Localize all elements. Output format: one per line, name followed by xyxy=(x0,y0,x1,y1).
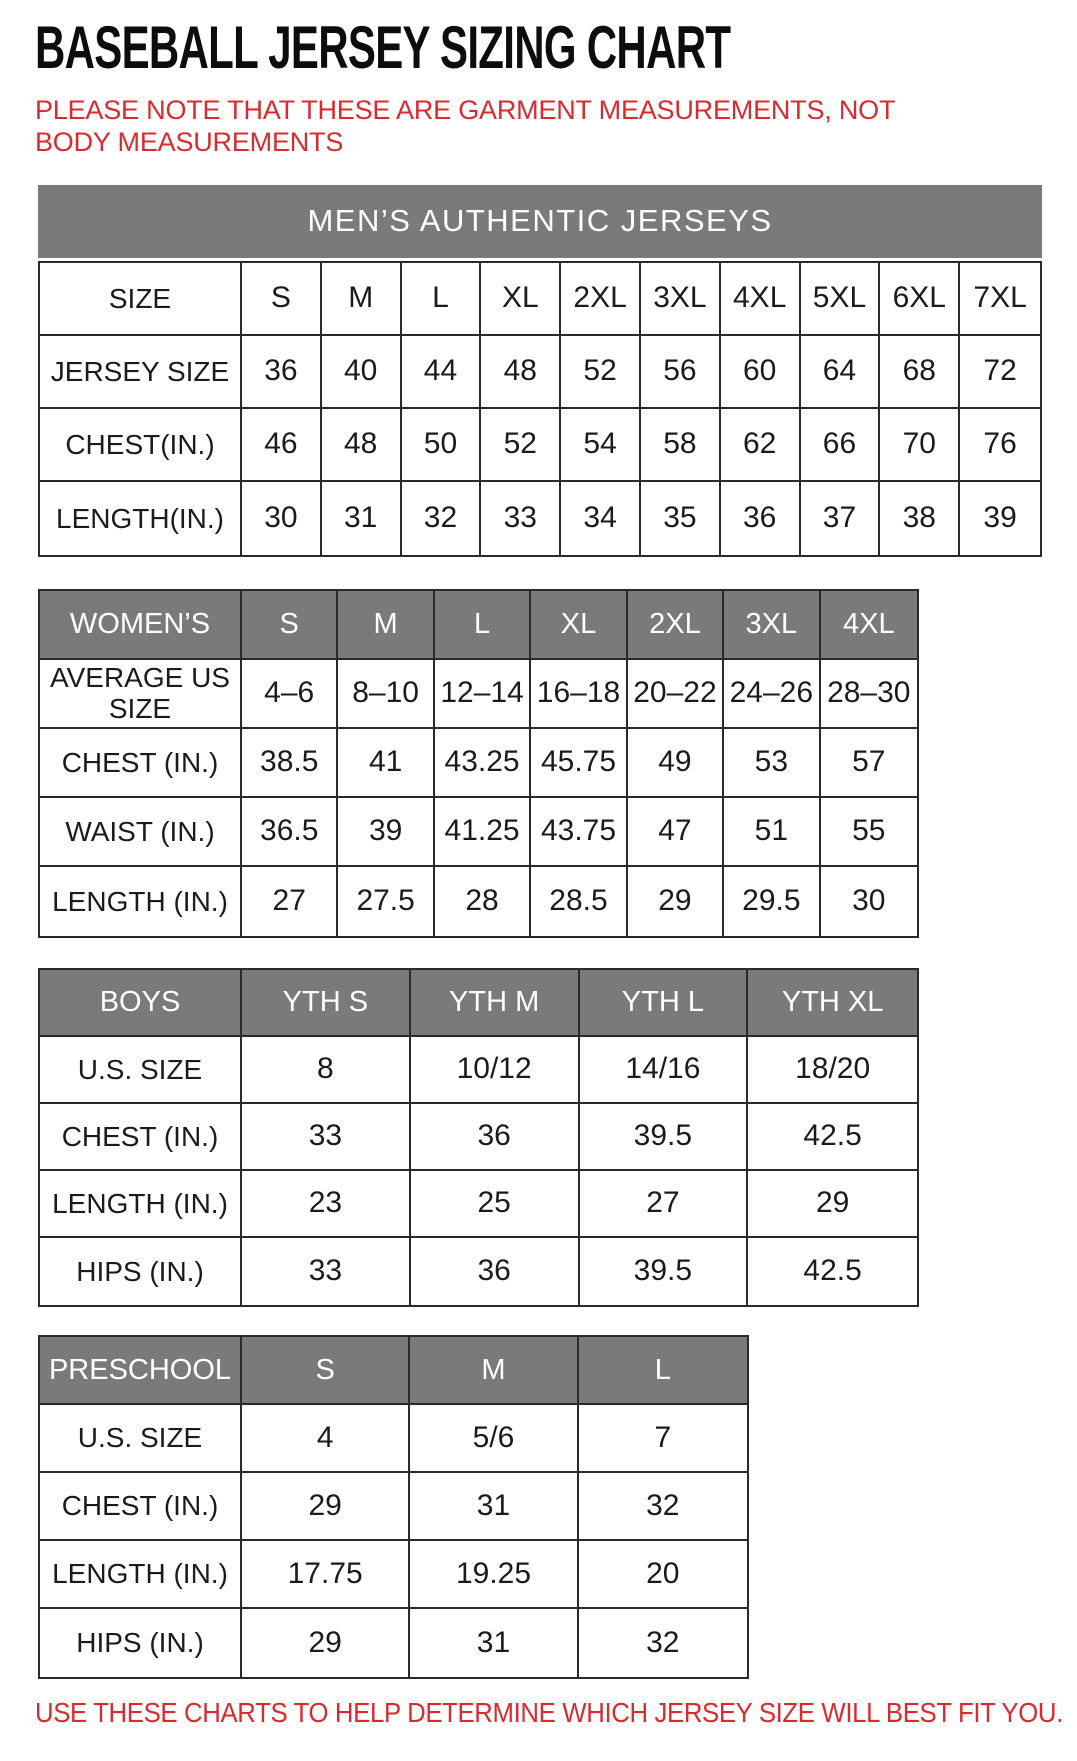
row-label: HIPS (IN.) xyxy=(40,1609,242,1677)
size-value-cell: 39.5 xyxy=(580,1238,749,1305)
size-value-cell: 40 xyxy=(322,336,402,409)
size-value-cell: 51 xyxy=(724,798,820,867)
size-value-cell: 28.5 xyxy=(531,867,627,936)
size-value-cell: 32 xyxy=(579,1473,747,1541)
size-value-cell: 66 xyxy=(801,409,881,482)
boys-table-grid xyxy=(40,970,917,1305)
size-value-cell: 46 xyxy=(242,409,322,482)
row-label: CHEST (IN.) xyxy=(40,729,242,798)
size-value-cell: M xyxy=(322,263,402,336)
womens-table-border xyxy=(38,589,919,938)
size-value-cell: 52 xyxy=(481,409,561,482)
size-value-cell: 20 xyxy=(579,1541,747,1609)
size-value-cell: 4 xyxy=(242,1405,410,1473)
size-value-cell: 17.75 xyxy=(242,1541,410,1609)
row-label: CHEST (IN.) xyxy=(40,1473,242,1541)
size-value-cell: 20–22 xyxy=(628,660,724,729)
size-value-cell: 32 xyxy=(646,1625,680,1659)
row-label: SIZE xyxy=(40,263,242,336)
size-value-cell: 70 xyxy=(880,409,960,482)
size-value-cell: 14/16 xyxy=(580,1037,749,1104)
size-header-cell: YTH M xyxy=(411,970,580,1037)
mens-table-banner: MEN’S AUTHENTIC JERSEYS xyxy=(38,185,1042,258)
size-value-cell: 50 xyxy=(402,409,482,482)
size-value-cell: 7 xyxy=(579,1405,747,1473)
size-value-cell: 8–10 xyxy=(338,660,434,729)
size-value-cell: 60 xyxy=(721,336,801,409)
size-header-cell: YTH S xyxy=(242,970,411,1037)
size-value-cell: 62 xyxy=(721,409,801,482)
size-value-cell: 25 xyxy=(411,1171,580,1238)
preschool-table-border xyxy=(38,1335,749,1679)
size-value-cell: 30 xyxy=(242,482,322,555)
row-label: CHEST (IN.) xyxy=(40,1104,242,1171)
size-value-cell: 38.5 xyxy=(242,729,338,798)
row-label: AVERAGE US SIZE xyxy=(40,660,242,729)
size-value-cell: 29 xyxy=(748,1171,917,1238)
boys-sizing-table xyxy=(38,968,919,1307)
size-header-cell: M xyxy=(338,591,434,660)
size-value-cell: 29 xyxy=(628,867,724,936)
size-value-cell: 36 xyxy=(411,1238,580,1305)
size-value-cell: 47 xyxy=(628,798,724,867)
size-value-cell: 31 xyxy=(410,1473,578,1541)
size-header-cell: YTH L xyxy=(580,970,749,1037)
row-label: LENGTH (IN.) xyxy=(40,1171,242,1238)
size-header-cell: L xyxy=(435,591,531,660)
womens-sizing-table xyxy=(38,589,919,938)
garment-measurements-note: PLEASE NOTE THAT THESE ARE GARMENT MEASUREMENTS, NOT BODY MEASUREMENTS xyxy=(35,95,895,158)
size-value-cell: 43.75 xyxy=(531,798,627,867)
size-header-cell: S xyxy=(242,591,338,660)
size-value-cell: 28–30 xyxy=(821,660,917,729)
size-value-cell: 42.5 xyxy=(803,1254,862,1288)
size-value-cell: 48 xyxy=(481,336,561,409)
size-value-cell: 32 xyxy=(402,482,482,555)
size-value-cell: 36.5 xyxy=(242,798,338,867)
mens-table-border xyxy=(38,261,1042,557)
size-value-cell: 37 xyxy=(801,482,881,555)
size-header-cell: L xyxy=(579,1337,747,1405)
mens-sizing-table xyxy=(38,185,1042,557)
size-value-cell: 39 xyxy=(983,501,1017,535)
size-value-cell: 33 xyxy=(481,482,561,555)
size-value-cell: 10/12 xyxy=(411,1037,580,1104)
size-value-cell: 19.25 xyxy=(410,1541,578,1609)
size-value-cell: 23 xyxy=(242,1171,411,1238)
footer-note: USE THESE CHARTS TO HELP DETERMINE WHICH JERSEY SIZE WILL BEST FIT YOU. xyxy=(35,1696,1063,1728)
size-header-cell: YTH XL xyxy=(748,970,917,1037)
size-value-cell: 30 xyxy=(852,884,886,918)
size-value-cell: 31 xyxy=(410,1609,578,1677)
size-value-cell: 36 xyxy=(411,1104,580,1171)
size-value-cell: 24–26 xyxy=(724,660,820,729)
size-header-cell: XL xyxy=(531,591,627,660)
size-value-cell: 34 xyxy=(561,482,641,555)
size-value-cell: 18/20 xyxy=(748,1037,917,1104)
size-value-cell: 68 xyxy=(880,336,960,409)
size-value-cell: 7XL xyxy=(960,263,1040,336)
size-value-cell: 38 xyxy=(880,482,960,555)
size-value-cell: 35 xyxy=(641,482,721,555)
size-header-cell: BOYS xyxy=(40,970,242,1037)
size-value-cell: 27.5 xyxy=(338,867,434,936)
size-value-cell: 45.75 xyxy=(531,729,627,798)
size-header-cell: PRESCHOOL xyxy=(40,1337,242,1405)
size-value-cell: XL xyxy=(481,263,561,336)
size-value-cell: S xyxy=(242,263,322,336)
size-value-cell: 39 xyxy=(338,798,434,867)
size-value-cell: 48 xyxy=(322,409,402,482)
size-value-cell: 56 xyxy=(641,336,721,409)
size-value-cell: 72 xyxy=(960,336,1040,409)
size-value-cell: 31 xyxy=(322,482,402,555)
row-label: WAIST (IN.) xyxy=(40,798,242,867)
size-value-cell: 27 xyxy=(242,867,338,936)
size-value-cell: 76 xyxy=(960,409,1040,482)
size-value-cell: 5/6 xyxy=(410,1405,578,1473)
size-value-cell: 39.5 xyxy=(580,1104,749,1171)
size-value-cell: 28 xyxy=(435,867,531,936)
preschool-sizing-table xyxy=(38,1335,749,1679)
row-label: HIPS (IN.) xyxy=(40,1238,242,1305)
size-value-cell: 8 xyxy=(242,1037,411,1104)
size-value-cell: 54 xyxy=(561,409,641,482)
page-title: BASEBALL JERSEY SIZING CHART xyxy=(35,14,731,81)
size-value-cell: 2XL xyxy=(561,263,641,336)
row-label: U.S. SIZE xyxy=(40,1037,242,1104)
size-value-cell: 43.25 xyxy=(435,729,531,798)
size-value-cell: 27 xyxy=(580,1171,749,1238)
size-value-cell: 57 xyxy=(821,729,917,798)
row-label: LENGTH(IN.) xyxy=(40,482,242,555)
size-value-cell: 29 xyxy=(242,1473,410,1541)
row-label: JERSEY SIZE xyxy=(40,336,242,409)
size-header-cell: 4XL xyxy=(821,591,917,660)
size-value-cell: 42.5 xyxy=(748,1104,917,1171)
size-value-cell: 44 xyxy=(402,336,482,409)
row-label: LENGTH (IN.) xyxy=(40,1541,242,1609)
size-value-cell: 52 xyxy=(561,336,641,409)
mens-table-grid xyxy=(40,263,1040,555)
row-label: LENGTH (IN.) xyxy=(40,867,242,936)
size-header-cell: M xyxy=(410,1337,578,1405)
size-value-cell: 6XL xyxy=(880,263,960,336)
size-value-cell: 5XL xyxy=(801,263,881,336)
size-value-cell: L xyxy=(402,263,482,336)
row-label: CHEST(IN.) xyxy=(40,409,242,482)
size-value-cell: 29 xyxy=(242,1609,410,1677)
size-value-cell: 53 xyxy=(724,729,820,798)
size-value-cell: 33 xyxy=(242,1104,411,1171)
womens-table-grid xyxy=(40,591,917,936)
size-value-cell: 36 xyxy=(242,336,322,409)
size-value-cell: 12–14 xyxy=(435,660,531,729)
size-value-cell: 36 xyxy=(721,482,801,555)
size-value-cell: 49 xyxy=(628,729,724,798)
size-value-cell: 29.5 xyxy=(724,867,820,936)
size-value-cell: 41.25 xyxy=(435,798,531,867)
size-header-cell: S xyxy=(242,1337,410,1405)
size-value-cell: 4XL xyxy=(721,263,801,336)
size-value-cell: 16–18 xyxy=(531,660,627,729)
size-value-cell: 58 xyxy=(641,409,721,482)
size-header-cell: 3XL xyxy=(724,591,820,660)
size-value-cell: 64 xyxy=(801,336,881,409)
size-header-cell: WOMEN’S xyxy=(40,591,242,660)
size-header-cell: 2XL xyxy=(628,591,724,660)
size-value-cell: 41 xyxy=(338,729,434,798)
size-value-cell: 4–6 xyxy=(242,660,338,729)
boys-table-border xyxy=(38,968,919,1307)
size-value-cell: 3XL xyxy=(641,263,721,336)
row-label: U.S. SIZE xyxy=(40,1405,242,1473)
size-value-cell: 33 xyxy=(242,1238,411,1305)
size-value-cell: 55 xyxy=(821,798,917,867)
preschool-table-grid xyxy=(40,1337,747,1677)
